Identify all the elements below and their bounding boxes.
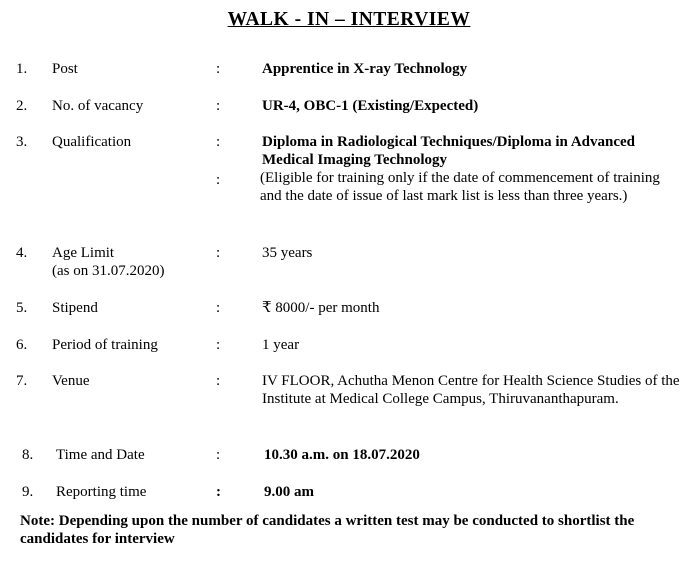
row-value: 10.30 a.m. on 18.07.2020 [264, 447, 420, 463]
row-label: Period of training [52, 337, 158, 353]
row-label: No. of vacancy [52, 98, 144, 114]
row-label: Venue [52, 373, 90, 389]
row-value-line1: Diploma in Radiological Techniques/Diploma in Advanced [262, 134, 636, 150]
page-title: WALK - IN – INTERVIEW [227, 9, 471, 30]
row-number: 3. [16, 134, 28, 150]
row-number: 9. [22, 484, 34, 500]
row-colon: : [216, 373, 221, 389]
row-number: 1. [16, 61, 28, 77]
row-colon: : [216, 337, 221, 353]
row-label: Reporting time [56, 484, 147, 500]
row-number: 2. [16, 98, 28, 114]
row-value: ₹ 8000/- per month [262, 300, 380, 316]
row-value: 9.00 am [264, 484, 314, 500]
row-label: Age Limit [52, 245, 115, 261]
row-value: 35 years [262, 245, 313, 261]
row-colon: : [216, 134, 221, 150]
row-colon: : [216, 98, 221, 114]
row-number: 7. [16, 373, 28, 389]
row-number: 6. [16, 337, 28, 353]
row-sublabel: (as on 31.07.2020) [52, 263, 165, 279]
row-label: Qualification [52, 134, 132, 150]
row-colon-second: : [216, 172, 221, 188]
row-colon: : [216, 484, 221, 500]
row-value: IV FLOOR, Achutha Menon Centre for Health Science Studies of the Institute at Medical College Campus, Thiruvananthapuram. [262, 373, 680, 407]
row-value-note: (Eligible for training only if the date of commencement of training and the date of issue of last mark list is less than three years.) [260, 170, 660, 204]
row-value: 1 year [262, 337, 300, 353]
row-value-line2: Medical Imaging Technology [262, 152, 448, 168]
row-colon: : [216, 300, 221, 316]
row-number: 5. [16, 300, 28, 316]
row-number: 8. [22, 447, 34, 463]
row-value: UR-4, OBC-1 (Existing/Expected) [262, 98, 479, 114]
row-label: Time and Date [56, 447, 145, 463]
row-number: 4. [16, 245, 28, 261]
note-text: Note: Depending upon the number of candidates a written test may be conducted to shortlist the candidates for interview [20, 513, 635, 547]
row-colon: : [216, 245, 221, 261]
row-colon: : [216, 447, 221, 463]
row-colon: : [216, 61, 221, 77]
row-label: Stipend [52, 300, 98, 316]
row-value: Apprentice in X-ray Technology [262, 61, 468, 77]
row-label: Post [52, 61, 78, 77]
